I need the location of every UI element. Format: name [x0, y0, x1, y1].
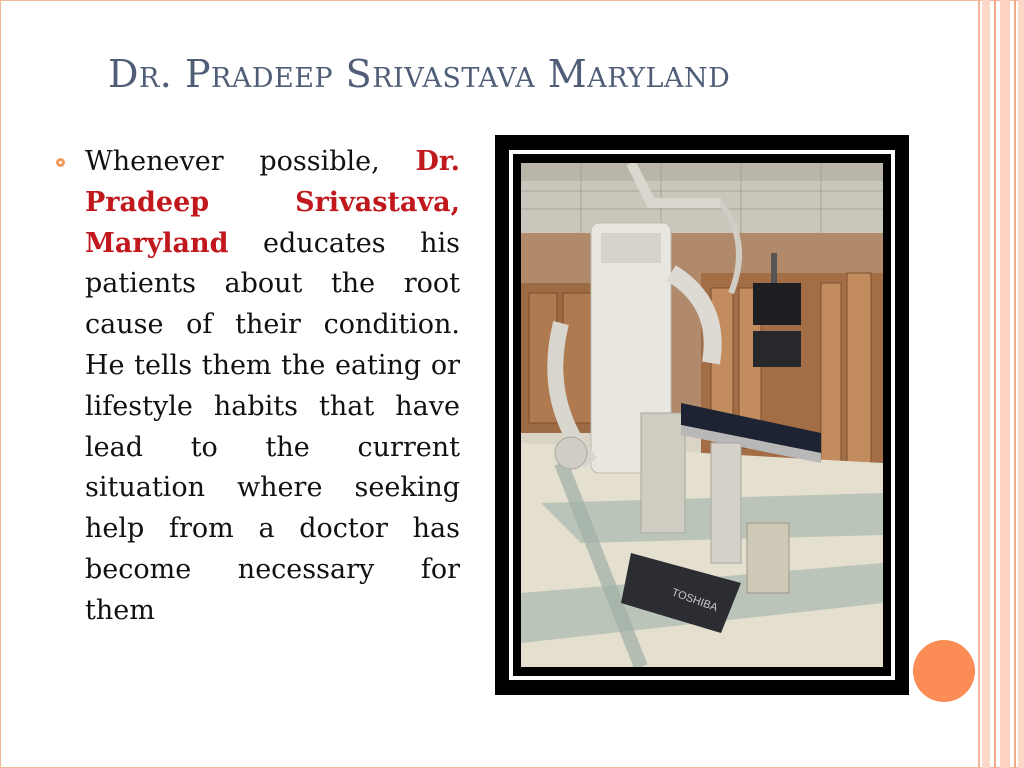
mat-label: TOSHIBA — [669, 586, 720, 615]
decorative-stripes — [980, 0, 1024, 768]
slide-title: Dr. Pradeep Srivastava Maryland — [108, 52, 731, 96]
bullet-lead: Whenever possible, — [85, 146, 416, 177]
decorative-circle — [913, 640, 975, 702]
photo-frame — [495, 135, 909, 695]
bullet-rest: educates his patients about the root cause of their condition. He tells them the eating or lifestyle habits that have lead to the current situation where seeking help from a doctor has become necessary for them — [85, 227, 460, 626]
bullet-circle-icon — [56, 158, 65, 167]
operating-room-illustration — [521, 163, 883, 667]
bullet-highlight: Dr. Pradeep Srivastava, Maryland — [85, 146, 460, 259]
operating-room-photo — [521, 163, 883, 667]
bullet-text — [85, 142, 460, 632]
bullet-list — [56, 142, 460, 659]
